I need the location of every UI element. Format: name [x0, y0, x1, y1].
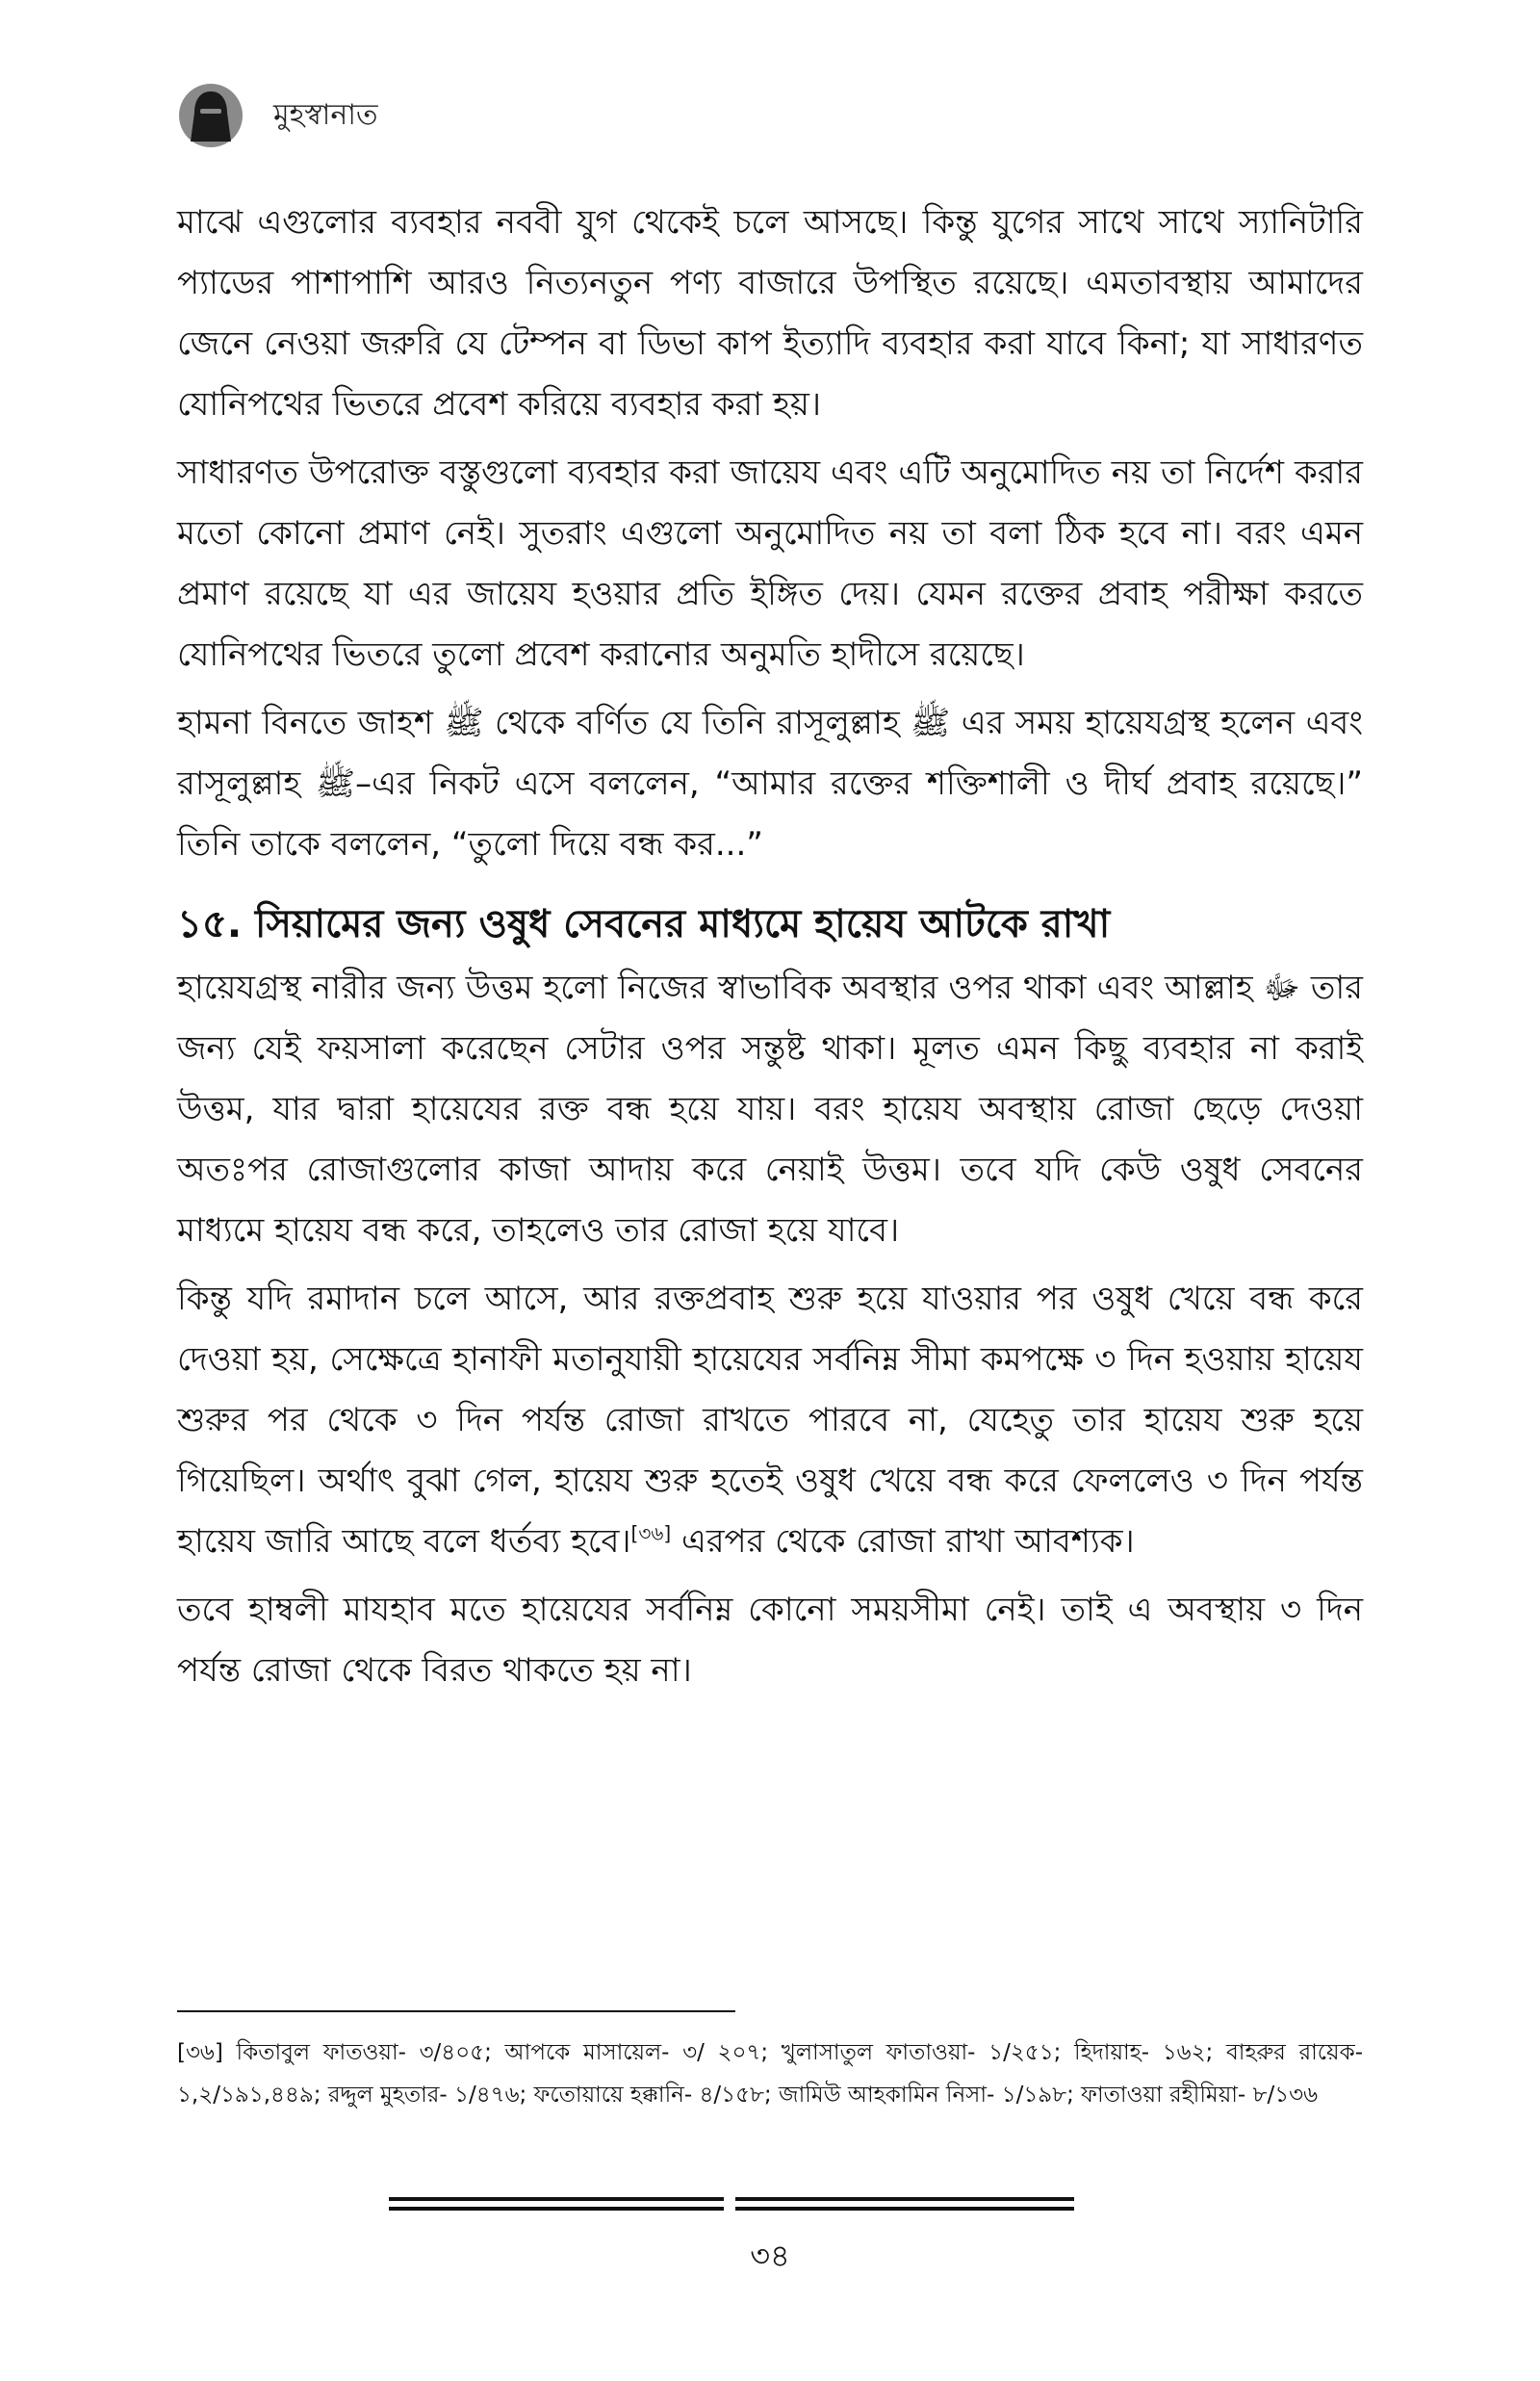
paragraph: হায়েযগ্রস্থ নারীর জন্য উত্তম হলো নিজের স্বাভাবিক অবস্থার ওপর থাকা এবং আল্লাহ ﷻ তার জন্য যেই ফয়সালা করেছেন সেটার ওপর সন্তুষ্ট থাকা। মূলত এমন কিছু ব্যবহার না করাই উত্তম, যার দ্বারা হায়েযের রক্ত বন্ধ হয়ে যায়। বরং হায়েয অবস্থায় রোজা ছেড়ে দেওয়া অতঃপর রোজাগুলোর কাজা আদায় করে নেয়াই উত্তম। তবে যদি কেউ ওষুধ সেবনের মাধ্যমে হায়েয বন্ধ করে, তাহলেও তার রোজা হয়ে যাবে।	[177, 969, 1363, 1250]
paragraph: মাঝে এগুলোর ব্যবহার নববী যুগ থেকেই চলে আসছে। কিন্তু যুগের সাথে সাথে স্যানিটারি প্যাডের পাশাপাশি আরও নিত্যনতুন পণ্য বাজারে উপস্থিত রয়েছে। এমতাবস্থায় আমাদের জেনে নেওয়া জরুরি যে টেম্পন বা ডিভা কাপ ইত্যাদি ব্যবহার করা যাবে কিনা; যা সাধারণত যোনিপথের ভিতরে প্রবেশ করিয়ে ব্যবহার করা হয়।	[177, 203, 1363, 424]
footnote: [৩৬] কিতাবুল ফাতওয়া- ৩/৪০৫; আপকে মাসায়েল- ৩/ ২০৭; খুলাসাতুল ফাতাওয়া- ১/২৫১; হিদায়াহ- ১৬২; বাহরুর রায়েক- ১,২/১৯১,৪৪৯; রদ্দুল মুহতার- ১/৪৭৬; ফতোয়ায়ে হক্কানি- ৪/১৫৮; জামিউ আহকামিন নিসা- ১/১৯৮; ফাতাওয়া রহীমিয়া- ৮/১৩৬	[177, 2040, 1363, 2108]
paragraph: সাধারণত উপরোক্ত বস্তুগুলো ব্যবহার করা জায়েয এবং এটি অনুমোদিত নয় তা নির্দেশ করার মতো কোনো প্রমাণ নেই। সুতরাং এগুলো অনুমোদিত নয় তা বলা ঠিক হবে না। বরং এমন প্রমাণ রয়েছে যা এর জায়েয হওয়ার প্রতি ইঙ্গিত দেয়। যেমন রক্তের প্রবাহ পরীক্ষা করতে যোনিপথের ভিতরে তুলো প্রবেশ করানোর অনুমতি হাদীসে রয়েছে।	[177, 453, 1363, 674]
paragraph-text: কিন্তু যদি রমাদান চলে আসে, আর রক্তপ্রবাহ শুরু হয়ে যাওয়ার পর ওষুধ খেয়ে বন্ধ করে দেওয়া হয়, সেক্ষেত্রে হানাফী মতানুযায়ী হায়েযের সর্বনিম্ন সীমা কমপক্ষে ৩ দিন হওয়ায় হায়েয শুরুর পর থেকে ৩ দিন পর্যন্ত রোজা রাখতে পারবে না, যেহেতু তার হায়েয শুরু হয়ে গিয়েছিল। অর্থাৎ বুঝা গেল, হায়েয শুরু হতেই ওষুধ খেয়ে বন্ধ করে ফেললেও ৩ দিন পর্যন্ত হায়েয জারি আছে বলে ধর্তব্য হবে।	[177, 1280, 1363, 1561]
page-number: ৩৪	[750, 2238, 790, 2274]
book-title: মুহস্বানাত	[273, 97, 378, 132]
section-heading: ১৫. সিয়ামের জন্য ওষুধ সেবনের মাধ্যমে হায়েয আটকে রাখা	[177, 902, 1111, 946]
page-ornament-rule-left	[389, 2197, 724, 2211]
footnote-divider	[177, 2010, 735, 2012]
niqab-logo-icon	[177, 82, 244, 149]
paragraph-text: এরপর থেকে রোজা রাখা আবশ্যক।	[671, 1522, 1135, 1561]
paragraph: হামনা বিনতে জাহশ ﷺ থেকে বর্ণিত যে তিনি রাসূলুল্লাহ ﷺ এর সময় হায়েযগ্রস্থ হলেন এবং রাসূলুল্লাহ ﷺ–এর নিকট এসে বললেন, “আমার রক্তের শক্তিশালী ও দীর্ঘ প্রবাহ রয়েছে।” তিনি তাকে বললেন, “তুলো দিয়ে বন্ধ কর...”	[177, 704, 1363, 864]
body-text	[177, 193, 1363, 1709]
page-ornament-rule-right	[735, 2197, 1074, 2211]
paragraph-with-footnote	[177, 1269, 1363, 1572]
footnote-reference[interactable]: [৩৬]	[630, 1521, 672, 1545]
paragraph: তবে হাম্বলী মাযহাব মতে হায়েযের সর্বনিম্ন কোনো সময়সীমা নেই। তাই এ অবস্থায় ৩ দিন পর্যন্ত রোজা থেকে বিরত থাকতে হয় না।	[177, 1591, 1363, 1690]
page-header	[177, 77, 378, 154]
